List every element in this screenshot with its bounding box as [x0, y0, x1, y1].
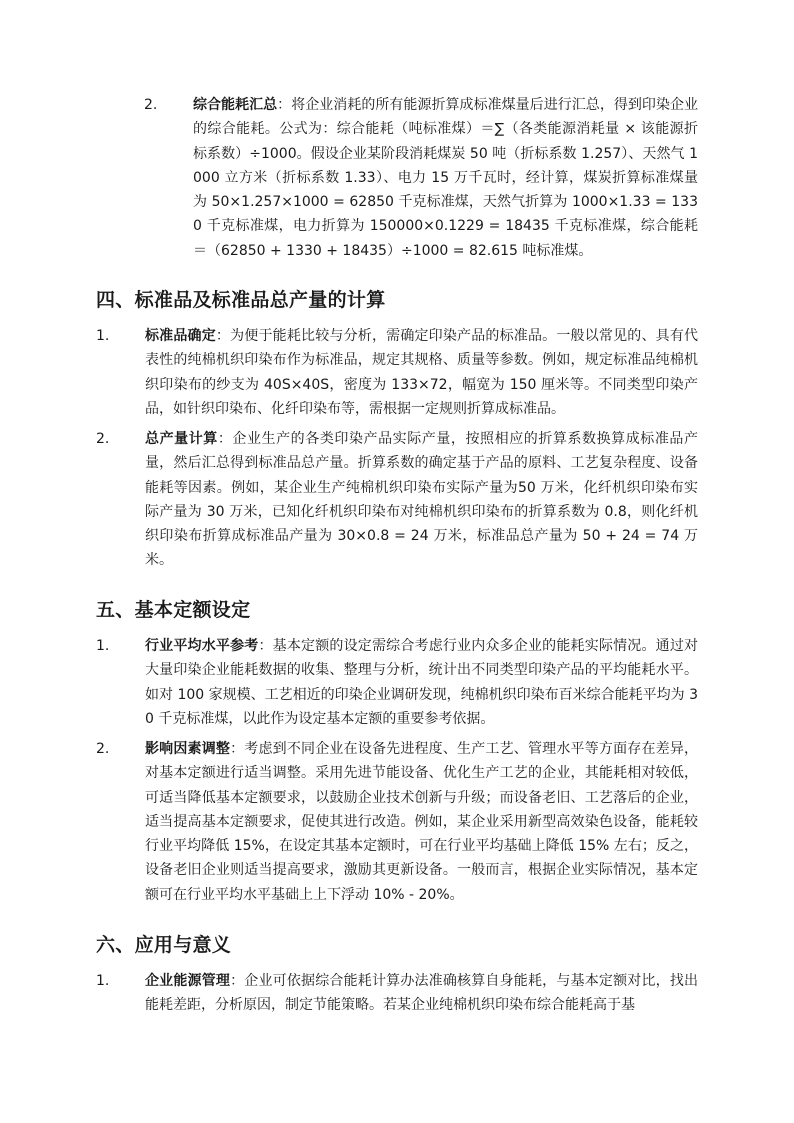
term-label: 影响因素调整 [145, 741, 231, 757]
list-text [193, 93, 698, 263]
term-description: ：将企业消耗的所有能源折算成标准煤量后进行汇总，得到印染企业的综合能耗。公式为：综合能耗（吨标准煤）＝∑（各类能源消耗量 × 该能源折标系数）÷1000。假设企业某阶段消耗煤炭 50 吨（折标系数 1.257）、天然气 1000 立方米（折标系数 1.33）、电力 15 万千瓦时，经计算，煤炭折算标准煤量为 50×1.257×1000 = 62850 千克标准煤，天然气折算为 1000×1.33 = 1330 千克标准煤，电力折算为 150000×0.1229 = 18435 千克标准煤，综合能耗 ＝（62850 + 1330 + 18435）÷1000 = 82.615 吨标准煤。 [193, 97, 698, 259]
term-label: 行业平均水平参考 [145, 638, 259, 654]
term-label: 总产量计算 [145, 431, 218, 447]
term-description: ：企业生产的各类印染产品实际产量，按照相应的折算系数换算成标准品产量，然后汇总得到标准品总产量。折算系数的确定基于产品的原料、工艺复杂程度、设备能耗等因素。例如，某企业生产纯棉机织印染布实际产量为50 万米，化纤机织印染布实际产量为 30 万米，已知化纤机织印染布对纯棉机织印染布的折算系数为 0.8，则化纤机织印染布折算成标准品产量为 30×0.8 = 24 万米，标准品总产量为 50 + 24 = 74 万米。 [145, 431, 699, 569]
term-label: 企业能源管理 [145, 973, 231, 989]
section-heading: 五、基本定额设定 [96, 599, 251, 621]
list-number: 2. [96, 431, 110, 447]
list-text [145, 969, 698, 1018]
term-description: ：基本定额的设定需综合考虑行业内众多企业的能耗实际情况。通过对大量印染企业能耗数据的收集、整理与分析，统计出不同类型印染产品的平均能耗水平。如对 100 家规模、工艺相近的印染企业调研发现，纯棉机织印染布百米综合能耗平均为 30 千克标准煤，以此作为设定基本定额的重要参考依据。 [145, 638, 699, 727]
list-number: 1. [96, 328, 110, 344]
list-text [145, 737, 698, 907]
list-number: 1. [96, 638, 110, 654]
list-number: 2. [96, 741, 110, 757]
term-description: ：企业可依据综合能耗计算办法准确核算自身能耗，与基本定额对比，找出能耗差距，分析原因，制定节能策略。若某企业纯棉机织印染布综合能耗高于基 [145, 973, 699, 1014]
term-description: ：为便于能耗比较与分析，需确定印染产品的标准品。一般以常见的、具有代表性的纯棉机织印染布作为标准品，规定其规格、质量等参数。例如，规定标准品纯棉机织印染布的纱支为 40S×40S，密度为 133×72，幅宽为 150 厘米等。不同类型印染产品，如针织印染布、化纤印染布等，需根据一定规则折算成标准品。 [145, 328, 698, 417]
term-label: 标准品确定 [145, 328, 216, 344]
list-number: 1. [96, 973, 110, 989]
list-text [145, 324, 698, 421]
list-text [145, 427, 698, 573]
term-label: 综合能耗汇总 [193, 97, 278, 113]
list-text [145, 634, 698, 731]
list-number: 2. [144, 97, 158, 113]
term-description: ：考虑到不同企业在设备先进程度、生产工艺、管理水平等方面存在差异，对基本定额进行适当调整。采用先进节能设备、优化生产工艺的企业，其能耗相对较低，可适当降低基本定额要求，以鼓励企业技术创新与升级；而设备老旧、工艺落后的企业，适当提高基本定额要求，促使其进行改造。例如，某企业采用新型高效染色设备，能耗较行业平均降低 15%，在设定其基本定额时，可在行业平均基础上降低 15% 左右；反之，设备老旧企业则适当提高要求，激励其更新设备。一般而言，根据企业实际情况，基本定额可在行业平均水平基础上上下浮动 10% - 20%。 [145, 741, 699, 903]
section-heading: 六、应用与意义 [96, 934, 232, 956]
section-heading: 四、标准品及标准品总产量的计算 [96, 289, 386, 311]
